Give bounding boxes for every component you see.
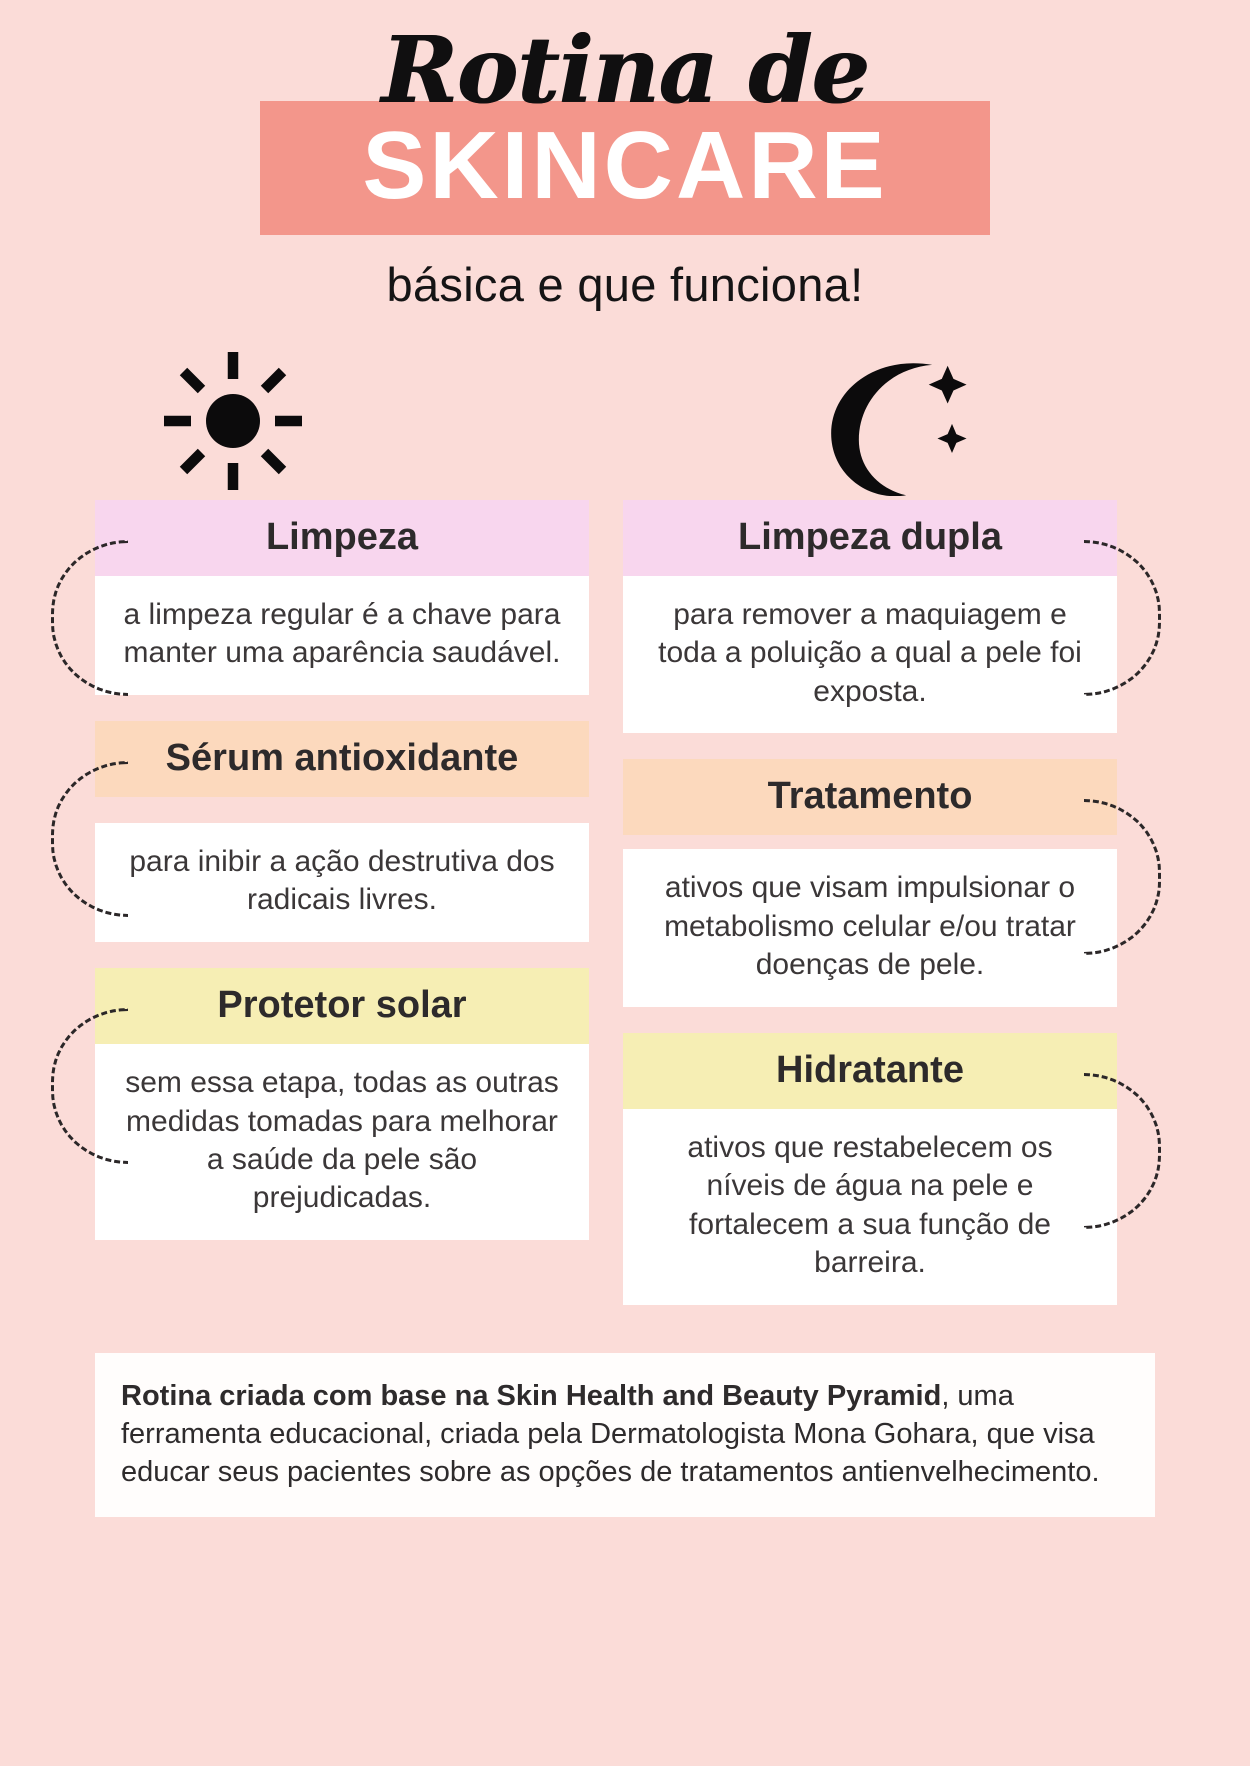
step-title: Limpeza xyxy=(95,500,589,576)
page-title-main: SKINCARE xyxy=(362,111,888,219)
step-body: para inibir a ação destrutiva dos radicais livres. xyxy=(95,823,589,942)
page-title-script: Rotina de xyxy=(381,16,869,124)
moon-stars-icon xyxy=(808,346,968,496)
step-protetor-solar xyxy=(95,968,589,1240)
step-body: sem essa etapa, todas as outras medidas tomadas para melhorar a saúde da pele são prejudicadas. xyxy=(95,1044,589,1240)
page-subtitle: básica e que funciona! xyxy=(386,257,864,311)
step-limpeza xyxy=(95,500,589,695)
step-limpeza-dupla xyxy=(623,500,1117,734)
step-title: Tratamento xyxy=(623,759,1117,835)
footnote-rest: , uma ferramenta educacional, criada pela Dermatologista Mona Gohara, que visa educar seus pacientes sobre as opções de tratamentos antienvelhecimento. xyxy=(121,1379,1100,1489)
step-tratamento xyxy=(623,759,1117,1007)
poster-header xyxy=(0,0,1250,312)
step-body: ativos que restabelecem os níveis de água na pele e fortalecem a sua função de barreira. xyxy=(623,1109,1117,1305)
step-title: Protetor solar xyxy=(95,968,589,1044)
column-morning xyxy=(95,500,589,1331)
step-title: Limpeza dupla xyxy=(623,500,1117,576)
footnote-lead: Rotina criada com base na Skin Health and Beauty Pyramid xyxy=(121,1379,942,1412)
step-serum-antioxidante xyxy=(95,721,589,942)
steps-columns xyxy=(0,500,1250,1331)
step-body: para remover a maquiagem e toda a poluição a qual a pele foi exposta. xyxy=(623,576,1117,733)
icon-row xyxy=(0,346,1250,496)
step-body: a limpeza regular é a chave para manter uma aparência saudável. xyxy=(95,576,589,695)
footnote xyxy=(95,1353,1155,1518)
step-title: Sérum antioxidante xyxy=(95,721,589,797)
step-title: Hidratante xyxy=(623,1033,1117,1109)
step-hidratante xyxy=(623,1033,1117,1305)
sun-icon xyxy=(158,346,308,496)
column-night xyxy=(623,500,1117,1331)
night-icon-cell xyxy=(655,346,1250,496)
step-body: ativos que visam impulsionar o metabolismo celular e/ou tratar doenças de pele. xyxy=(623,849,1117,1006)
day-icon-cell xyxy=(0,346,655,496)
